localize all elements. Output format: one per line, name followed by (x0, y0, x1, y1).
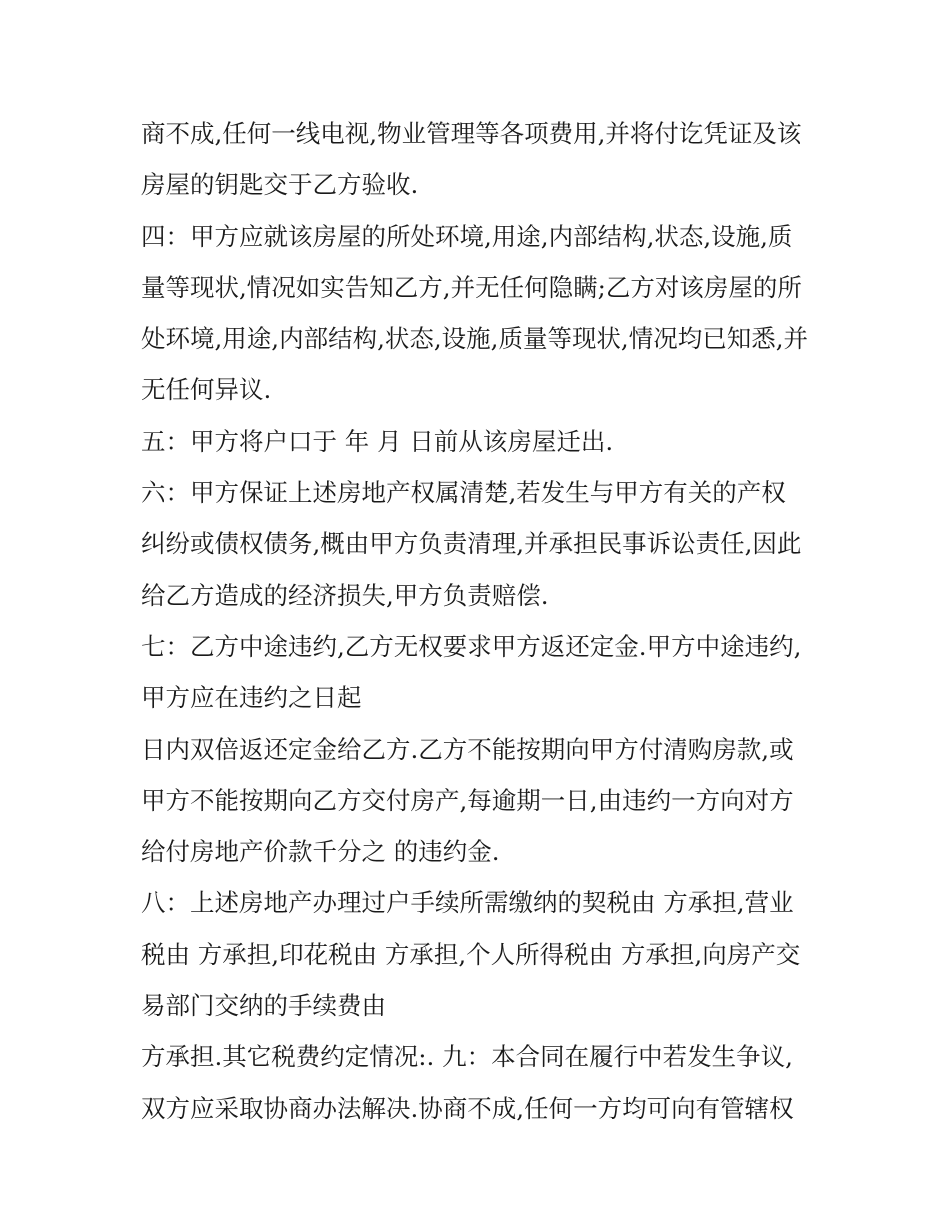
text-line: 房屋的钥匙交于乙方验收. (141, 170, 419, 200)
text-line: 八：上述房地产办理过户手续所需缴纳的契税由 方承担,营业 (141, 888, 794, 918)
text-line: 易部门交纳的手续费由 (141, 991, 386, 1021)
text-line: 量等现状,情况如实告知乙方,并无任何隐瞒;乙方对该房屋的所 (141, 272, 802, 302)
text-line: 双方应采取协商办法解决.协商不成,任何一方均可向有管辖权 (141, 1093, 794, 1123)
text-line: 五：甲方将户口于 年 月 日前从该房屋迁出. (141, 426, 614, 456)
text-line: 处环境,用途,内部结构,状态,设施,质量等现状,情况均已知悉,并 (141, 324, 809, 354)
text-line: 方承担.其它税费约定情况:. 九：本合同在履行中若发生争议, (141, 1042, 793, 1072)
text-line: 日内双倍返还定金给乙方.乙方不能按期向甲方付清购房款,或 (141, 734, 794, 764)
contract-text-body (141, 108, 821, 1134)
text-line: 甲方应在违约之日起 (141, 683, 362, 713)
text-line: 四：甲方应就该房屋的所处环境,用途,内部结构,状态,设施,质 (141, 221, 793, 251)
text-line: 甲方不能按期向乙方交付房产,每逾期一日,由违约一方向对方 (141, 785, 794, 815)
text-line: 商不成,任何一线电视,物业管理等各项费用,并将付讫凭证及该 (141, 119, 802, 148)
text-line: 给乙方造成的经济损失,甲方负责赔偿. (141, 580, 549, 610)
text-line: 纠纷或债权债务,概由甲方负责清理,并承担民事诉讼责任,因此 (141, 529, 802, 559)
text-line: 七：乙方中途违约,乙方无权要求甲方返还定金.甲方中途违约, (141, 631, 802, 661)
text-line: 无任何异议. (141, 375, 272, 405)
text-line: 给付房地产价款千分之 的违约金. (141, 837, 500, 867)
text-line: 税由 方承担,印花税由 方承担,个人所得税由 方承担,向房产交 (141, 939, 801, 969)
text-line: 六：甲方保证上述房地产权属清楚,若发生与甲方有关的产权 (141, 478, 786, 508)
